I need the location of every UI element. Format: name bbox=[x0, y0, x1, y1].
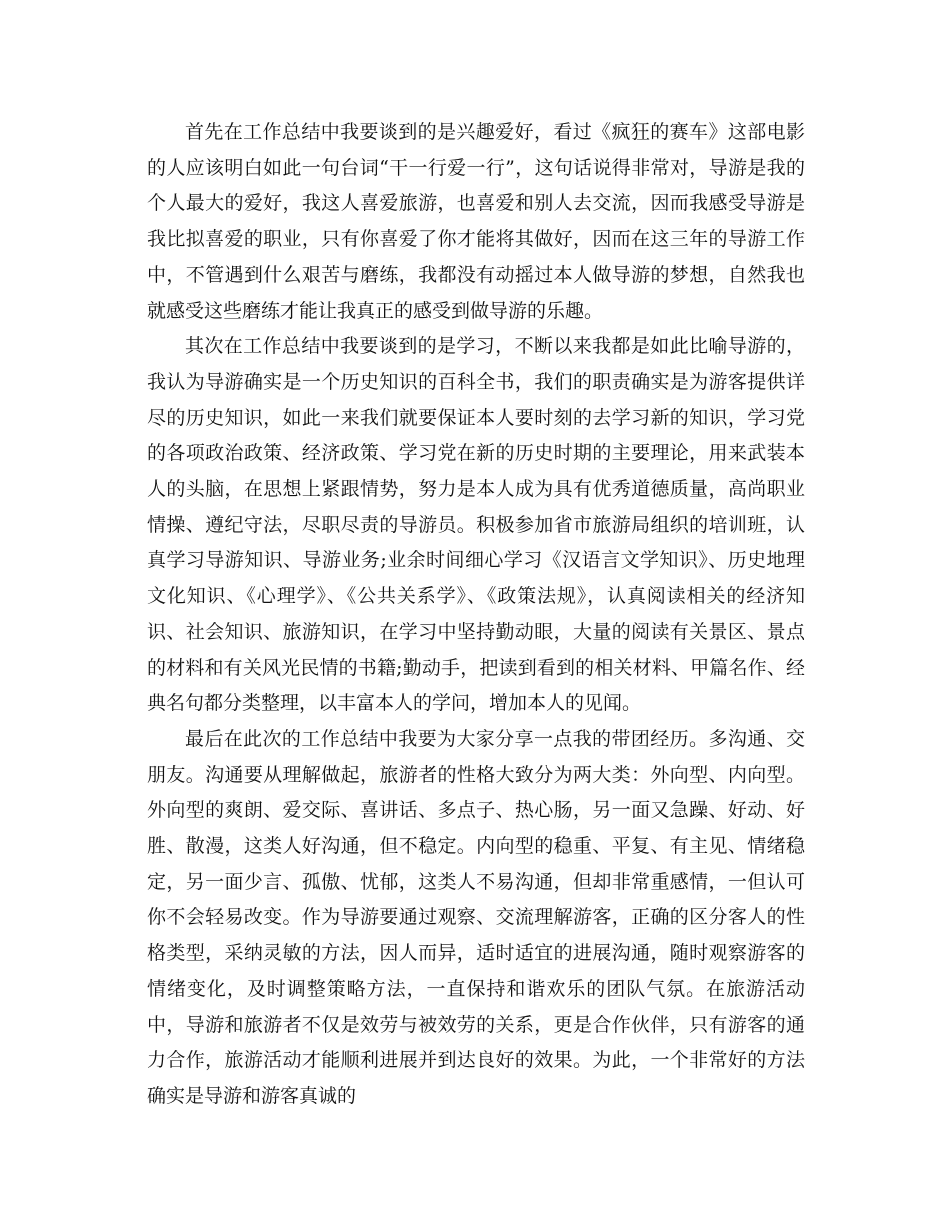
document-body bbox=[147, 115, 805, 1115]
paragraph-study: 其次在工作总结中我要谈到的是学习，不断以来我都是如此比喻导游的，我认为导游确实是一个历史知识的百科全书，我们的职责确实是为游客提供详尽的历史知识，如此一来我们就要保证本人要时刻的去学习新的知识，学习党的各项政治政策、经济政策、学习党在新的历史时期的主要理论，用来武装本人的头脑，在思想上紧跟情势，努力是本人成为具有优秀道德质量，高尚职业情操、遵纪守法，尽职尽责的导游员。积极参加省市旅游局组织的培训班，认真学习导游知识、导游业务;业余时间细心学习《汉语言文学知识》、历史地理文化知识、《心理学》、《公共关系学》、《政策法规》，认真阅读相关的经济知识、社会知识、旅游知识，在学习中坚持勤动眼，大量的阅读有关景区、景点的材料和有关风光民情的书籍;勤动手，把读到看到的相关材料、甲篇名作、经典名句都分类整理，以丰富本人的学问，增加本人的见闻。 bbox=[147, 335, 805, 715]
paragraph-tour-experience: 最后在此次的工作总结中我要为大家分享一点我的带团经历。多沟通、交朋友。沟通要从理解做起，旅游者的性格大致分为两大类：外向型、内向型。外向型的爽朗、爱交际、喜讲话、多点子、热心肠，另一面又急躁、好动、好胜、散漫，这类人好沟通，但不稳定。内向型的稳重、平复、有主见、情绪稳定，另一面少言、孤傲、忧郁，这类人不易沟通，但却非常重感情，一但认可你不会轻易改变。作为导游要通过观察、交流理解游客，正确的区分客人的性格类型，采纳灵敏的方法，因人而异，适时适宜的进展沟通，随时观察游客的情绪变化，及时调整策略方法，一直保持和谐欢乐的团队气氛。在旅游活动中，导游和旅游者不仅是效劳与被效劳的关系，更是合作伙伴，只有游客的通力合作，旅游活动才能顺利进展并到达良好的效果。为此，一个非常好的方法确实是导游和游客真诚的 bbox=[147, 727, 805, 1107]
paragraph-interests: 首先在工作总结中我要谈到的是兴趣爱好，看过《疯狂的赛车》这部电影的人应该明白如此一句台词“干一行爱一行”，这句话说得非常对，导游是我的个人最大的爱好，我这人喜爱旅游，也喜爱和别人去交流，因而我感受导游是我比拟喜爱的职业，只有你喜爱了你才能将其做好，因而在这三年的导游工作中，不管遇到什么艰苦与磨练，我都没有动摇过本人做导游的梦想，自然我也就感受这些磨练才能让我真正的感受到做导游的乐趣。 bbox=[147, 121, 805, 322]
